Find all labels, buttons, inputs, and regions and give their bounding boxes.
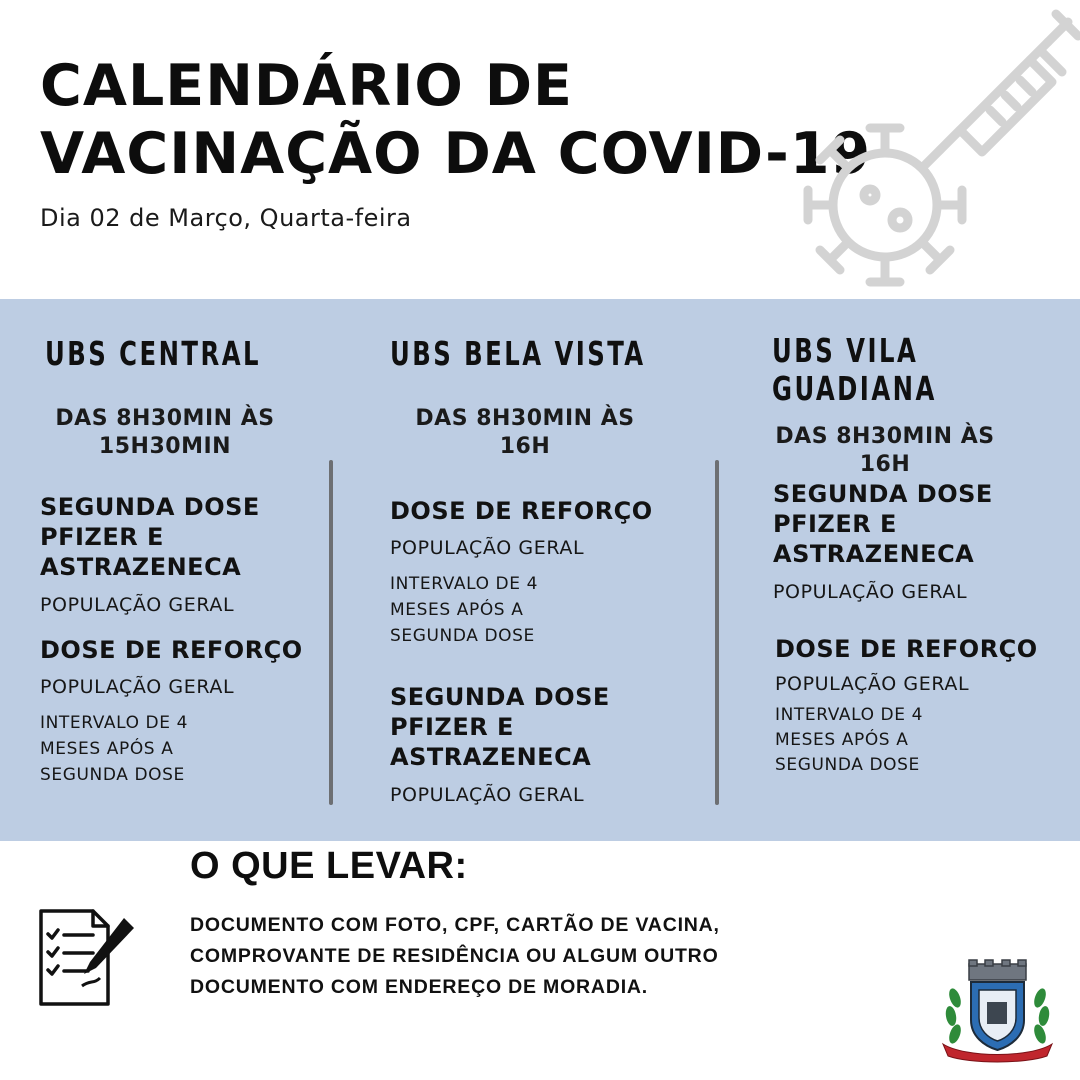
title-line-2: VACINAÇÃO DA COVID-19 xyxy=(40,121,872,187)
what-to-bring-text xyxy=(190,910,870,1003)
title-line-1: CALENDÁRIO DE xyxy=(40,53,573,119)
interval-line: SEGUNDA DOSE xyxy=(390,626,535,646)
dose-title xyxy=(390,682,610,772)
syringe-virus-icon xyxy=(790,0,1080,300)
population-label: POPULAÇÃO GERAL xyxy=(40,594,235,616)
ubs-name xyxy=(772,332,937,408)
schedule-panel xyxy=(0,299,1080,841)
interval-note xyxy=(40,710,188,788)
population-label: POPULAÇÃO GERAL xyxy=(775,673,970,695)
interval-line: SEGUNDA DOSE xyxy=(40,765,185,785)
what-to-bring-line: DOCUMENTO COM ENDEREÇO DE MORADIA. xyxy=(190,976,649,998)
interval-line: INTERVALO DE 4 xyxy=(40,713,189,733)
ubs-name: UBS BELA VISTA xyxy=(390,334,646,373)
hours xyxy=(375,405,675,461)
ubs-name: UBS CENTRAL xyxy=(45,334,261,373)
dose-title: DOSE DE REFORÇO xyxy=(390,497,653,525)
population-label: POPULAÇÃO GERAL xyxy=(390,784,585,806)
hours xyxy=(745,423,1025,479)
dose-title: DOSE DE REFORÇO xyxy=(40,636,303,664)
municipal-crest-icon xyxy=(935,958,1060,1063)
dose-title-line: SEGUNDA DOSE xyxy=(390,683,610,711)
date-subtitle: Dia 02 de Março, Quarta-feira xyxy=(40,204,412,232)
population-label: POPULAÇÃO GERAL xyxy=(773,581,968,603)
what-to-bring-line: COMPROVANTE DE RESIDÊNCIA OU ALGUM OUTRO xyxy=(190,945,719,967)
dose-title xyxy=(40,492,260,582)
ubs-name-line-2: GUADIANA xyxy=(772,369,937,408)
interval-line: MESES APÓS A xyxy=(390,600,524,620)
dose-title-line: PFIZER E xyxy=(390,713,514,741)
hours-line-1: DAS 8H30MIN ÀS xyxy=(775,424,995,449)
interval-line: INTERVALO DE 4 xyxy=(390,574,539,594)
dose-title-line: PFIZER E xyxy=(40,523,164,551)
hours-line-1: DAS 8H30MIN ÀS xyxy=(415,406,635,431)
hours-line-2: 16H xyxy=(499,434,551,459)
dose-title-line: SEGUNDA DOSE xyxy=(40,493,260,521)
ubs-name-line-1: UBS VILA xyxy=(772,331,919,370)
checklist-pen-icon xyxy=(38,908,138,1008)
dose-title-line: ASTRAZENECA xyxy=(390,743,592,771)
dose-title-line: ASTRAZENECA xyxy=(773,540,975,568)
interval-line: MESES APÓS A xyxy=(775,730,909,750)
column-divider xyxy=(715,460,719,805)
hours-line-2: 16H xyxy=(859,452,911,477)
interval-line: MESES APÓS A xyxy=(40,739,174,759)
population-label: POPULAÇÃO GERAL xyxy=(390,537,585,559)
column-divider xyxy=(329,460,333,805)
interval-note xyxy=(775,703,923,778)
population-label: POPULAÇÃO GERAL xyxy=(40,676,235,698)
interval-line: SEGUNDA DOSE xyxy=(775,755,920,775)
dose-title-line: PFIZER E xyxy=(773,510,897,538)
interval-note xyxy=(390,571,538,649)
hours-line-2: 15H30MIN xyxy=(98,434,232,459)
dose-title: DOSE DE REFORÇO xyxy=(775,635,1038,663)
hours-line-1: DAS 8H30MIN ÀS xyxy=(55,406,275,431)
page-title xyxy=(40,52,900,188)
what-to-bring-heading: O QUE LEVAR: xyxy=(190,845,468,887)
hours xyxy=(30,405,300,461)
interval-line: INTERVALO DE 4 xyxy=(775,705,924,725)
dose-title-line: SEGUNDA DOSE xyxy=(773,480,993,508)
dose-title xyxy=(773,479,993,569)
dose-title-line: ASTRAZENECA xyxy=(40,553,242,581)
what-to-bring-line: DOCUMENTO COM FOTO, CPF, CARTÃO DE VACINA, xyxy=(190,914,720,936)
